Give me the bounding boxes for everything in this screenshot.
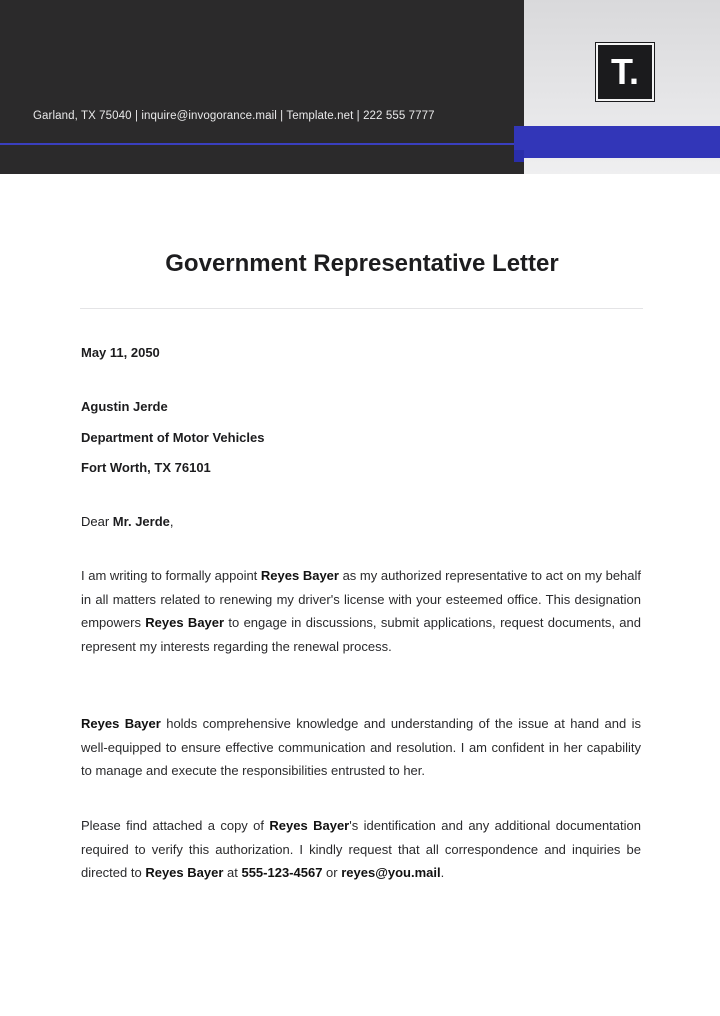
logo-letter: T. (610, 51, 639, 92)
letterhead (0, 0, 720, 174)
contact-phone: 555-123-4567 (241, 865, 323, 880)
contact-email: reyes@you.mail (341, 865, 441, 880)
salutation-name: Mr. Jerde (112, 514, 170, 529)
paragraph-attachments: Please find attached a copy of Reyes Bayer's identification and any additional documentation required to verify this authorization. I kindly request that all correspondence and inquiries be directed to Reyes Bayer at 555-123-4567 or reyes@you.mail. (81, 818, 641, 880)
accent-bar (514, 126, 720, 158)
contact-info: Garland, TX 75040 | inquire@invogorance.mail | Template.net | 222 555 7777 (33, 110, 435, 122)
paragraph-appointment: I am writing to formally appoint Reyes Bayer as my authorized representative to act on my behalf in all matters related to renewing my driver's license with your esteemed office. This designation empowers Reyes Bayer to engage in discussions, submit applications, request documents, and represent my interests regarding the renewal process. (81, 568, 642, 654)
recipient-department: Department of Motor Vehicles (81, 430, 265, 445)
accent-bar-fold (514, 150, 524, 162)
letter-title: Government Representative Letter (165, 250, 559, 277)
letter-date: May 11, 2050 (81, 345, 160, 360)
letterhead-dark-panel (0, 0, 524, 174)
title-divider (80, 308, 643, 309)
paragraph-qualifications: Reyes Bayer holds comprehensive knowledge and understanding of the issue at hand and is well-equipped to ensure effective communication and resolution. I am confident in her capability to manage and execute the responsibilities entrusted to her. (81, 716, 641, 778)
salutation: Dear Mr. Jerde, (81, 514, 174, 529)
recipient-name: Agustin Jerde (81, 399, 168, 414)
company-logo (596, 43, 654, 101)
accent-line (0, 143, 524, 145)
recipient-address: Fort Worth, TX 76101 (81, 460, 211, 475)
